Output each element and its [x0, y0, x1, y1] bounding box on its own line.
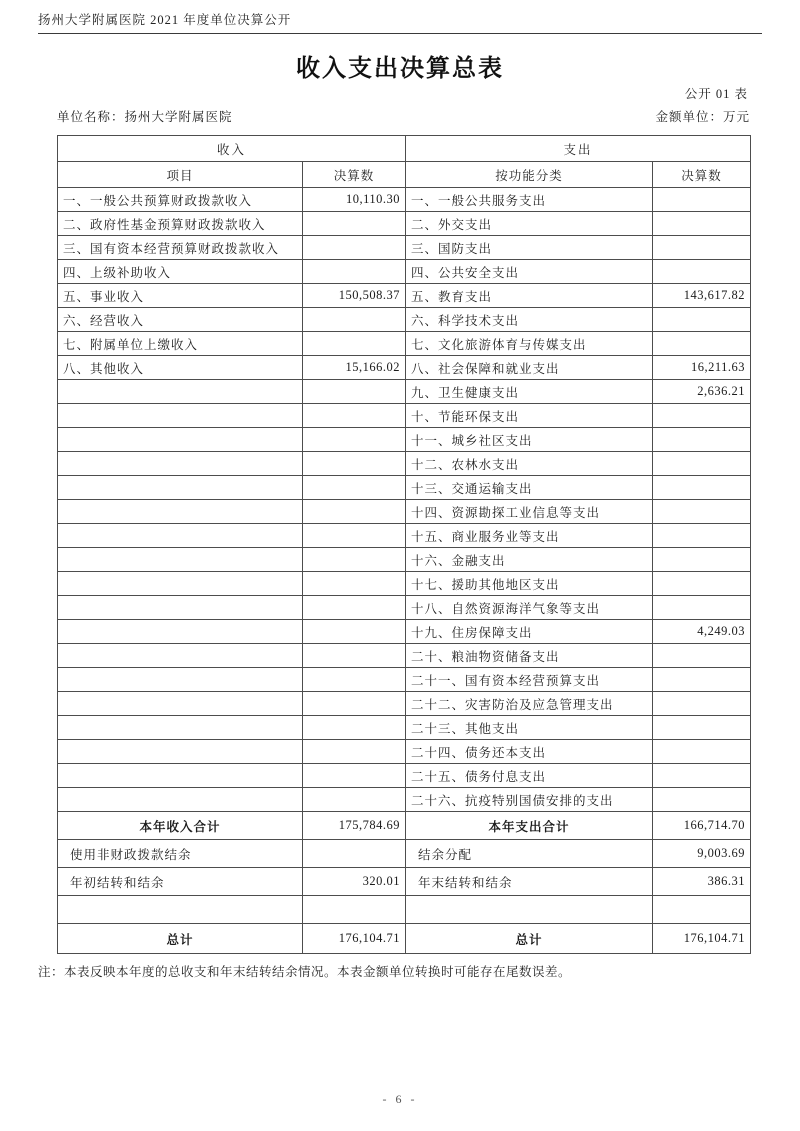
expense-item-cell: 十、节能环保支出: [406, 404, 653, 428]
unit-name-label: 单位名称：扬州大学附属医院: [57, 110, 233, 124]
table-row: [58, 188, 751, 212]
column-header-expense-item: 按功能分类: [406, 162, 653, 188]
table-row: [58, 260, 751, 284]
expense-amount-cell: [653, 788, 751, 812]
expense-item-cell: [406, 896, 653, 924]
expense-item-cell: 七、文化旅游体育与传媒支出: [406, 332, 653, 356]
expense-amount-cell: [653, 668, 751, 692]
expense-amount-cell: [653, 188, 751, 212]
table-row: [58, 236, 751, 260]
income-amount-cell: [303, 764, 406, 788]
table-row: [58, 404, 751, 428]
income-item-cell: [58, 788, 303, 812]
table-row: [58, 524, 751, 548]
table-note: 注：本表反映本年度的总收支和年末结转结余情况。本表金额单位转换时可能存在尾数误差。: [38, 965, 572, 979]
expense-amount-cell: [653, 500, 751, 524]
income-item-cell: [58, 668, 303, 692]
column-header-row: [58, 162, 751, 188]
expense-amount-cell: [653, 476, 751, 500]
income-amount-cell: [303, 476, 406, 500]
income-item-cell: [58, 740, 303, 764]
expense-amount-cell: 386.31: [653, 868, 751, 896]
income-amount-cell: [303, 740, 406, 764]
income-item-cell: [58, 428, 303, 452]
expense-item-cell: 年末结转和结余: [406, 868, 653, 896]
table-row: [58, 356, 751, 380]
expense-amount-cell: [653, 212, 751, 236]
income-item-cell: 七、附属单位上缴收入: [58, 332, 303, 356]
table-row: [58, 740, 751, 764]
expense-item-cell: 结余分配: [406, 840, 653, 868]
page-title: 收入支出决算总表: [296, 56, 504, 82]
expense-amount-cell: [653, 572, 751, 596]
table-row: [58, 764, 751, 788]
table-row: [58, 716, 751, 740]
income-amount-cell: 10,110.30: [303, 188, 406, 212]
expense-amount-cell: [653, 260, 751, 284]
income-amount-cell: [303, 788, 406, 812]
expense-amount-cell: [653, 404, 751, 428]
income-amount-cell: [303, 524, 406, 548]
expense-item-cell: 十七、援助其他地区支出: [406, 572, 653, 596]
income-amount-cell: [303, 896, 406, 924]
income-item-cell: 六、经营收入: [58, 308, 303, 332]
income-item-cell: [58, 572, 303, 596]
expense-amount-cell: [653, 548, 751, 572]
table-row: [58, 476, 751, 500]
column-header-income-amount: 决算数: [303, 162, 406, 188]
expense-amount-cell: [653, 308, 751, 332]
income-amount-cell: 175,784.69: [303, 812, 406, 840]
income-item-cell: [58, 548, 303, 572]
income-item-cell: 总计: [58, 924, 303, 954]
expense-amount-cell: 4,249.03: [653, 620, 751, 644]
summary-row: [58, 840, 751, 868]
expense-amount-cell: [653, 740, 751, 764]
income-amount-cell: [303, 260, 406, 284]
income-amount-cell: 320.01: [303, 868, 406, 896]
expense-item-cell: 四、公共安全支出: [406, 260, 653, 284]
expense-item-cell: 十三、交通运输支出: [406, 476, 653, 500]
table-row: [58, 644, 751, 668]
expense-item-cell: 十六、金融支出: [406, 548, 653, 572]
expense-item-cell: 二十一、国有资本经营预算支出: [406, 668, 653, 692]
income-item-cell: 五、事业收入: [58, 284, 303, 308]
column-header-income-item: 项目: [58, 162, 303, 188]
income-amount-cell: [303, 620, 406, 644]
table-row: [58, 308, 751, 332]
income-amount-cell: [303, 404, 406, 428]
income-amount-cell: 176,104.71: [303, 924, 406, 954]
section-header-row: [58, 136, 751, 162]
accounts-table-summary: [58, 812, 751, 954]
table-row: [58, 428, 751, 452]
income-item-cell: [58, 764, 303, 788]
accounts-table: [57, 135, 751, 954]
expense-item-cell: 二十四、债务还本支出: [406, 740, 653, 764]
expense-item-cell: 六、科学技术支出: [406, 308, 653, 332]
expense-section-header: 支出: [406, 136, 751, 162]
expense-amount-cell: 9,003.69: [653, 840, 751, 868]
expense-item-cell: 十五、商业服务业等支出: [406, 524, 653, 548]
income-amount-cell: [303, 236, 406, 260]
expense-amount-cell: [653, 596, 751, 620]
expense-item-cell: 九、卫生健康支出: [406, 380, 653, 404]
expense-amount-cell: 166,714.70: [653, 812, 751, 840]
expense-item-cell: 一、一般公共服务支出: [406, 188, 653, 212]
income-item-cell: 三、国有资本经营预算财政拨款收入: [58, 236, 303, 260]
income-item-cell: 年初结转和结余: [58, 868, 303, 896]
expense-item-cell: 十九、住房保障支出: [406, 620, 653, 644]
expense-amount-cell: [653, 452, 751, 476]
income-amount-cell: 150,508.37: [303, 284, 406, 308]
income-amount-cell: [303, 596, 406, 620]
income-item-cell: [58, 404, 303, 428]
income-item-cell: [58, 644, 303, 668]
page-number: - 6 -: [382, 1092, 418, 1106]
summary-row: [58, 896, 751, 924]
expense-amount-cell: [653, 332, 751, 356]
expense-amount-cell: [653, 692, 751, 716]
expense-amount-cell: [653, 428, 751, 452]
expense-amount-cell: 143,617.82: [653, 284, 751, 308]
expense-item-cell: 二、外交支出: [406, 212, 653, 236]
expense-amount-cell: [653, 644, 751, 668]
income-amount-cell: [303, 428, 406, 452]
income-amount-cell: [303, 572, 406, 596]
expense-item-cell: 三、国防支出: [406, 236, 653, 260]
expense-item-cell: 二十二、灾害防治及应急管理支出: [406, 692, 653, 716]
income-amount-cell: [303, 840, 406, 868]
expense-amount-cell: [653, 716, 751, 740]
income-amount-cell: 15,166.02: [303, 356, 406, 380]
income-item-cell: [58, 380, 303, 404]
income-amount-cell: [303, 212, 406, 236]
expense-amount-cell: 16,211.63: [653, 356, 751, 380]
income-amount-cell: [303, 380, 406, 404]
expense-item-cell: 二十、粮油物资储备支出: [406, 644, 653, 668]
table-row: [58, 572, 751, 596]
expense-item-cell: 十八、自然资源海洋气象等支出: [406, 596, 653, 620]
income-item-cell: [58, 500, 303, 524]
table-row: [58, 212, 751, 236]
expense-amount-cell: [653, 236, 751, 260]
income-item-cell: 八、其他收入: [58, 356, 303, 380]
income-item-cell: [58, 524, 303, 548]
expense-item-cell: 十四、资源勘探工业信息等支出: [406, 500, 653, 524]
income-item-cell: 二、政府性基金预算财政拨款收入: [58, 212, 303, 236]
income-item-cell: [58, 692, 303, 716]
summary-row: [58, 924, 751, 954]
expense-amount-cell: [653, 764, 751, 788]
income-item-cell: 使用非财政拨款结余: [58, 840, 303, 868]
summary-row: [58, 812, 751, 840]
income-amount-cell: [303, 500, 406, 524]
column-header-expense-amount: 决算数: [653, 162, 751, 188]
table-meta-row: [57, 107, 750, 125]
expense-item-cell: 本年支出合计: [406, 812, 653, 840]
document-header: 扬州大学附属医院 2021 年度单位决算公开: [38, 10, 762, 34]
table-row: [58, 332, 751, 356]
accounts-table-head: [58, 136, 751, 188]
expense-item-cell: 十二、农林水支出: [406, 452, 653, 476]
income-amount-cell: [303, 644, 406, 668]
expense-amount-cell: [653, 524, 751, 548]
income-item-cell: 本年收入合计: [58, 812, 303, 840]
expense-item-cell: 二十六、抗疫特别国债安排的支出: [406, 788, 653, 812]
table-row: [58, 668, 751, 692]
income-amount-cell: [303, 716, 406, 740]
income-item-cell: [58, 476, 303, 500]
expense-item-cell: 五、教育支出: [406, 284, 653, 308]
income-amount-cell: [303, 452, 406, 476]
table-row: [58, 620, 751, 644]
income-item-cell: 一、一般公共预算财政拨款收入: [58, 188, 303, 212]
table-row: [58, 788, 751, 812]
table-number-label: 公开 01 表: [684, 87, 748, 101]
expense-item-cell: 八、社会保障和就业支出: [406, 356, 653, 380]
income-amount-cell: [303, 308, 406, 332]
expense-amount-cell: [653, 896, 751, 924]
accounts-table-body: [58, 188, 751, 812]
expense-amount-cell: 2,636.21: [653, 380, 751, 404]
table-row: [58, 548, 751, 572]
income-amount-cell: [303, 692, 406, 716]
expense-amount-cell: 176,104.71: [653, 924, 751, 954]
income-amount-cell: [303, 548, 406, 572]
amount-unit-label: 金额单位：万元: [655, 110, 750, 124]
table-row: [58, 380, 751, 404]
expense-item-cell: 十一、城乡社区支出: [406, 428, 653, 452]
expense-item-cell: 二十三、其他支出: [406, 716, 653, 740]
income-item-cell: [58, 716, 303, 740]
table-row: [58, 596, 751, 620]
income-item-cell: [58, 596, 303, 620]
expense-item-cell: 二十五、债务付息支出: [406, 764, 653, 788]
table-row: [58, 452, 751, 476]
expense-item-cell: 总计: [406, 924, 653, 954]
summary-row: [58, 868, 751, 896]
income-amount-cell: [303, 332, 406, 356]
income-item-cell: [58, 896, 303, 924]
income-amount-cell: [303, 668, 406, 692]
table-row: [58, 284, 751, 308]
income-item-cell: 四、上级补助收入: [58, 260, 303, 284]
table-row: [58, 692, 751, 716]
income-section-header: 收入: [58, 136, 406, 162]
income-item-cell: [58, 620, 303, 644]
table-row: [58, 500, 751, 524]
income-item-cell: [58, 452, 303, 476]
